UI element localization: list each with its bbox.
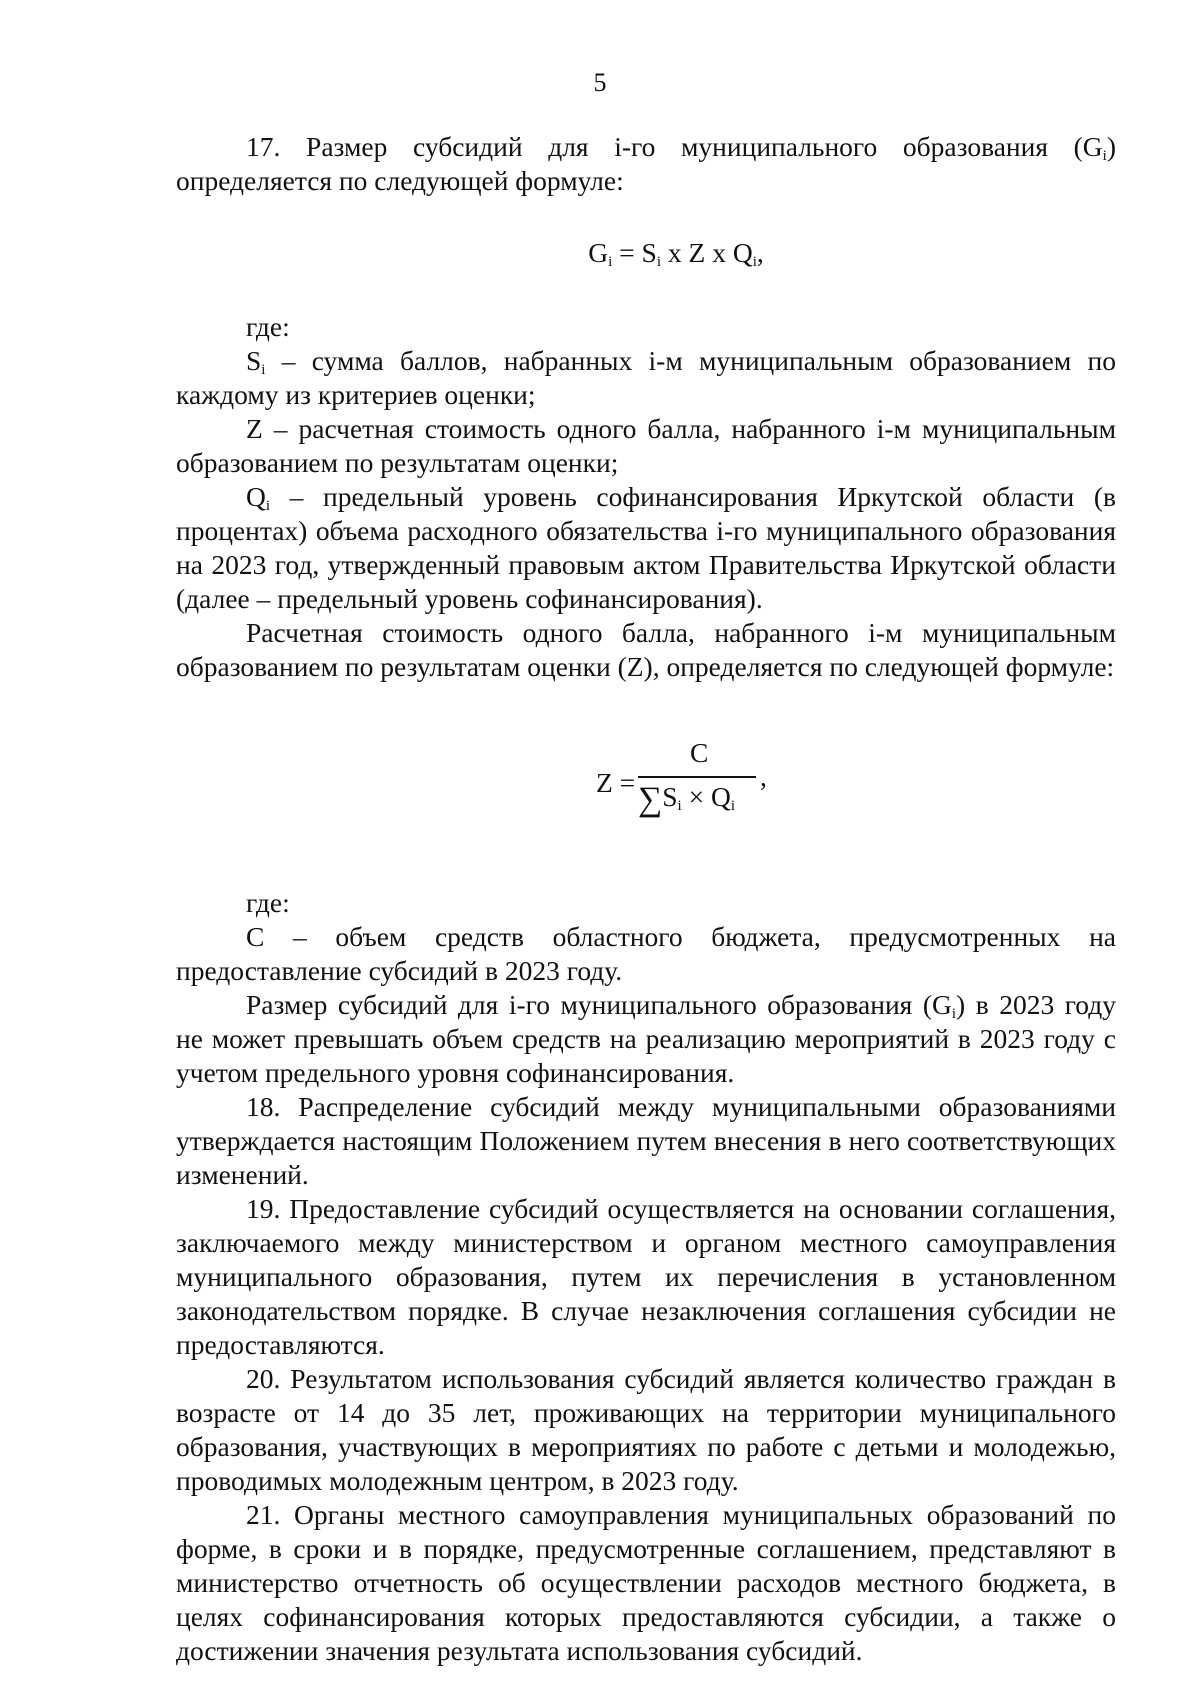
definition-s: $S_i$ – сумма баллов, набранных i-м муниципальным образованием по каждому из критериев оценки;: [176, 345, 1116, 410]
formula-subsidy-size: $G_i = S_i$ x Z x $Q_i$,: [588, 237, 764, 270]
paragraph-18: 18. Распределение субсидий между муниципальными образованиями утверждается настоящим Положением путем внесения в него соответствующих изменений.: [176, 1091, 1116, 1190]
fraction-bar: [638, 776, 756, 778]
definition-c: C – объем средств областного бюджета, предусмотренных на предоставление субсидий в 2023 году.: [176, 921, 1116, 986]
subsidy-limit: Размер субсидий для i-го муниципального образования $(G_i)$ в 2023 году не может превышать объем средств на реализацию мероприятий в 2023 году с учетом предельного уровня софинансирования.: [176, 989, 1116, 1088]
formula-numerator: C: [690, 737, 709, 768]
paragraph-21: 21. Органы местного самоуправления муниципальных образований по форме, в сроки и в порядке, предусмотренные соглашением, представляют в министерство отчетность об осуществлении расходов местного бюджета, в целях софинансирования которых предоставляются субсидии, а также о достижении значения результата использования субсидий.: [176, 1499, 1116, 1666]
document-body: [176, 130, 1116, 1668]
formula-point-cost: Z = C $\sum S_i \times Q_i$ ,: [596, 737, 767, 818]
definition-z: Z – расчетная стоимость одного балла, набранного i-м муниципальным образованием по результатам оценки;: [176, 413, 1116, 478]
paragraph-19: 19. Предоставление субсидий осуществляется на основании соглашения, заключаемого между министерством и органом местного самоуправления муниципального образования, путем их перечисления в установленном законодательством порядке. В случае незаключения соглашения субсидии не предоставляются.: [176, 1193, 1116, 1360]
sum-sign: ∑: [638, 781, 663, 818]
page-number: 5: [593, 68, 607, 97]
where-label-2: где:: [246, 887, 290, 918]
formula-denominator: $\sum S_i \times Q_i$: [638, 781, 736, 818]
paragraph-17: 17. Размер субсидий для i-го муниципального образования $(G_i)$ определяется по следующей формуле:: [176, 131, 1116, 196]
z-formula-intro: Расчетная стоимость одного балла, набранного i-м муниципальным образованием по результатам оценки (Z), определяется по следующей формуле:: [176, 617, 1116, 682]
definition-q: $Q_i$ – предельный уровень софинансирования Иркутской области (в процентах) объема расходного обязательства i-го муниципального образования на 2023 год, утвержденный правовым актом Правительства Иркутской области (далее – предельный уровень софинансирования).: [176, 481, 1116, 614]
formula-lhs: Z =: [596, 767, 636, 798]
where-label: где:: [246, 311, 290, 342]
paragraph-20: 20. Результатом использования субсидий является количество граждан в возрасте от 14 до 35 лет, проживающих на территории муниципального образования, участвующих в мероприятиях по работе с детьми и молодежью, проводимых молодежным центром, в 2023 году.: [176, 1363, 1116, 1496]
